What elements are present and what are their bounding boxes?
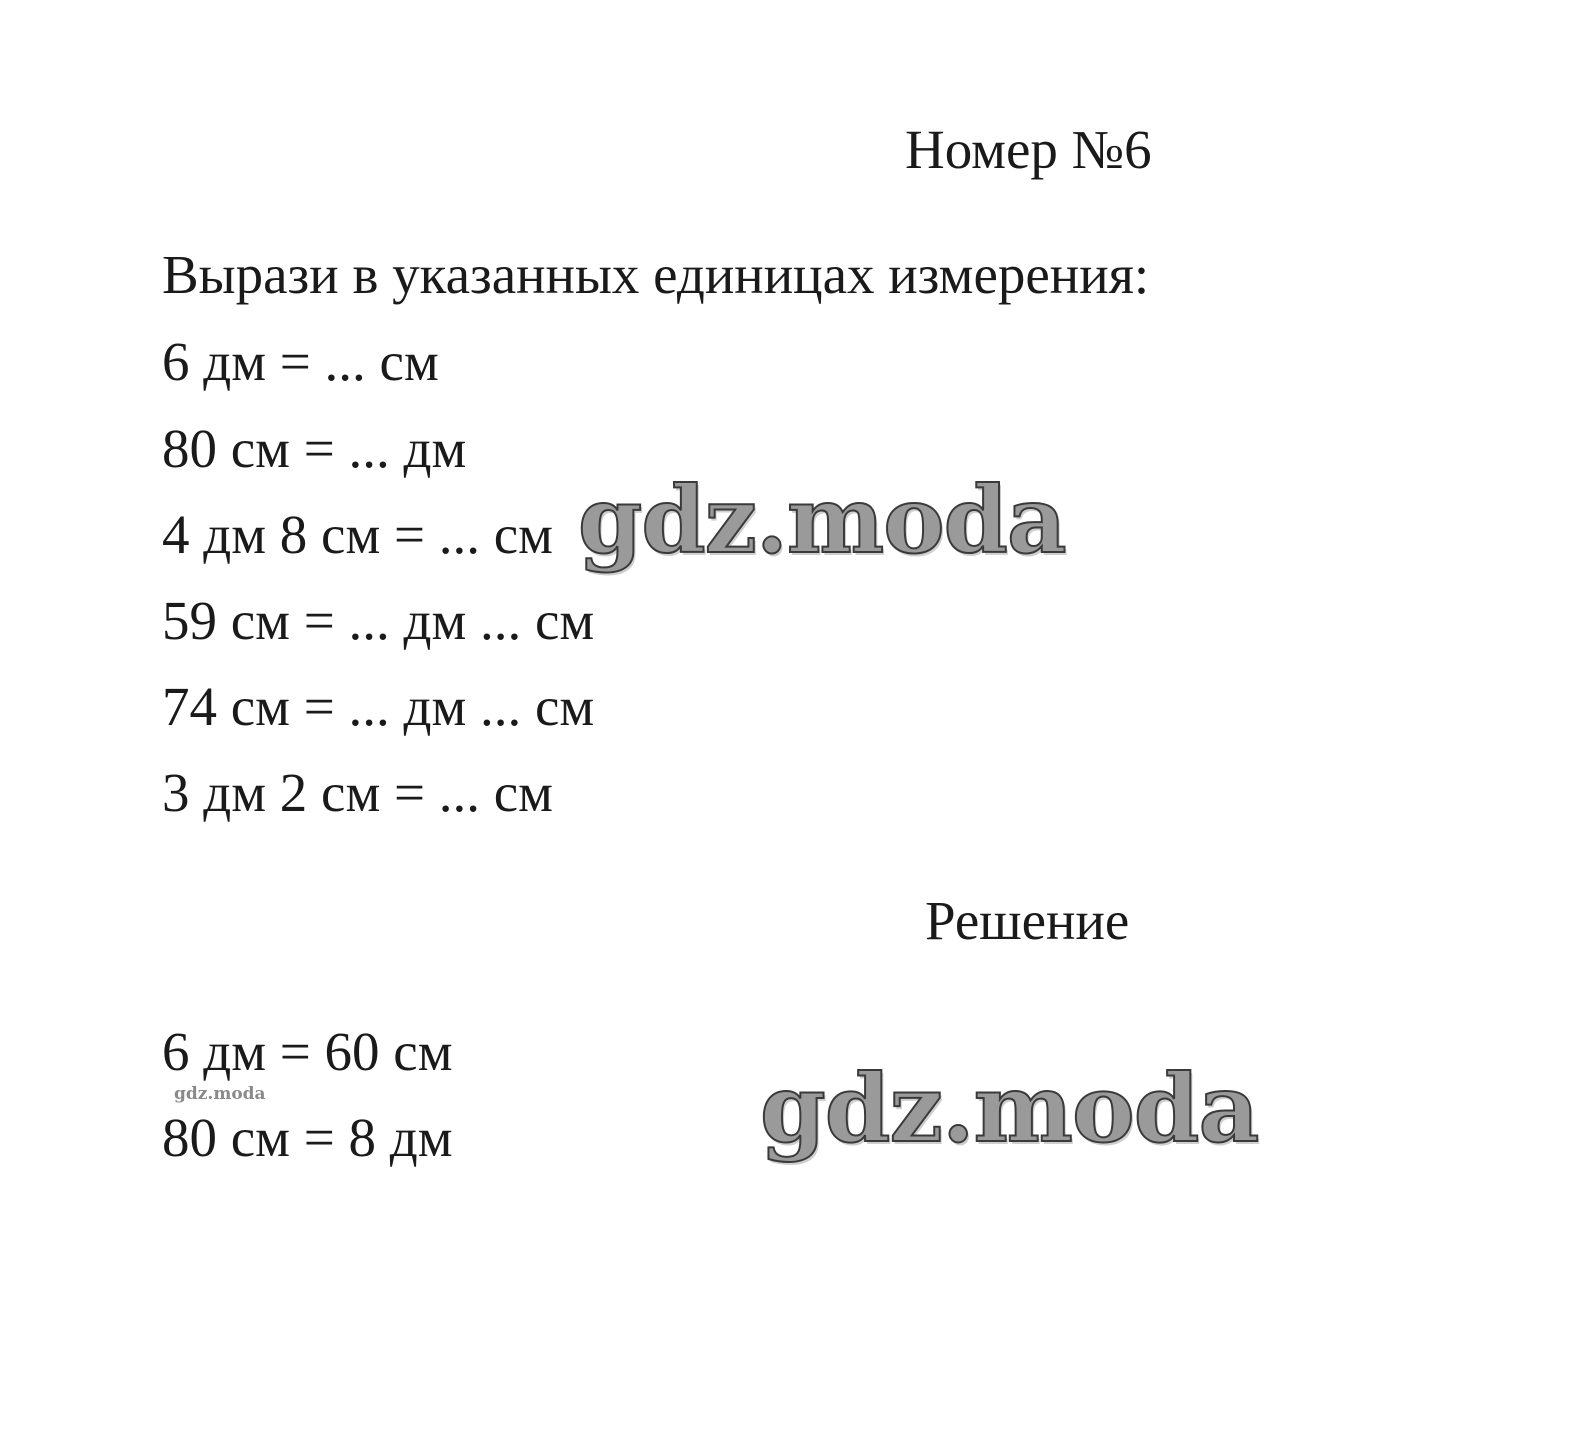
task-item: 6 дм = ... см xyxy=(162,331,439,392)
task-item: 4 дм 8 см = ... см xyxy=(162,504,553,565)
watermark-logo: gdz.moda xyxy=(578,466,1066,574)
task-instruction: Вырази в указанных единицах измерения: xyxy=(162,244,1150,305)
watermark-logo: gdz.moda xyxy=(760,1054,1259,1164)
task-item: 74 см = ... дм ... см xyxy=(162,676,595,737)
task-item: 3 дм 2 см = ... см xyxy=(162,762,553,823)
solution-item: 80 см = 8 дм xyxy=(162,1107,453,1168)
watermark-logo-small: gdz.moda xyxy=(174,1084,266,1104)
task-item: 59 см = ... дм ... см xyxy=(162,590,595,651)
solution-title: Решение xyxy=(925,890,1130,951)
solution-item: 6 дм = 60 см xyxy=(162,1021,453,1082)
task-item: 80 см = ... дм xyxy=(162,418,467,479)
task-title: Номер №6 xyxy=(905,119,1152,180)
